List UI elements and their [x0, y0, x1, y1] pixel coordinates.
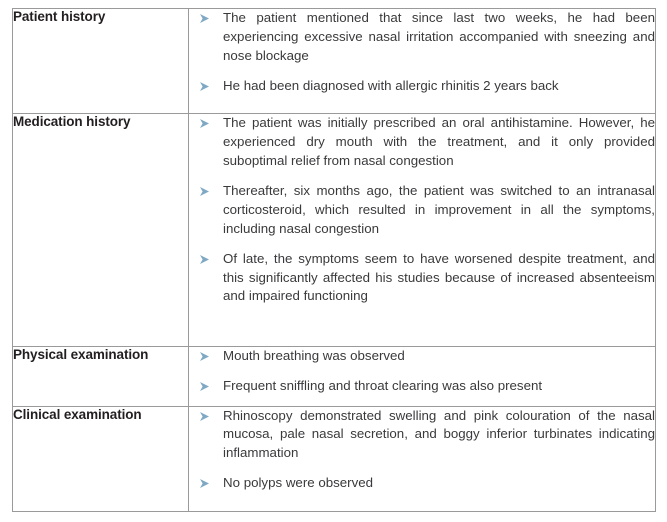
- table-row: [13, 114, 656, 346]
- arrow-bullet-icon: [199, 186, 210, 197]
- bullet-list: [189, 347, 655, 396]
- arrow-bullet-icon: [199, 13, 210, 24]
- row-label-cell-physical-examination: [13, 346, 189, 406]
- row-label: Patient history: [13, 9, 106, 24]
- row-label-cell-clinical-examination: [13, 406, 189, 511]
- list-item: [189, 9, 655, 66]
- row-label-cell-patient-history: [13, 9, 189, 114]
- bullet-list: [189, 407, 655, 494]
- table-body: [13, 9, 656, 512]
- row-label-cell-medication-history: [13, 114, 189, 346]
- table-row: [13, 406, 656, 511]
- row-content-cell-physical-examination: [189, 346, 656, 406]
- row-content-cell-medication-history: [189, 114, 656, 346]
- list-item-text: Frequent sniffling and throat clearing was also present: [223, 377, 543, 393]
- arrow-bullet-icon: [199, 351, 210, 362]
- list-item-text: Rhinoscopy demonstrated swelling and pink colouration of the nasal mucosa, pale nasal secretion, and boggy inferior turbinates indicating inflammation: [223, 407, 655, 461]
- arrow-bullet-icon: [199, 254, 210, 265]
- list-item: [189, 114, 655, 171]
- arrow-bullet-icon: [199, 118, 210, 129]
- list-item: [189, 474, 655, 493]
- list-item: [189, 250, 655, 307]
- row-label: Physical examination: [13, 346, 149, 362]
- list-item: [189, 347, 655, 366]
- list-item: [189, 77, 655, 96]
- bullet-list: [189, 9, 655, 96]
- bullet-list: [189, 114, 655, 306]
- list-item-text: Thereafter, six months ago, the patient was switched to an intranasal corticosteroid, which resulted in improvement in all the symptoms, including nasal congestion: [223, 183, 655, 236]
- arrow-bullet-icon: [199, 381, 210, 392]
- list-item: [189, 377, 655, 396]
- list-item: [189, 407, 655, 464]
- row-content-cell-patient-history: [189, 9, 656, 114]
- list-item-text: Of late, the symptoms seem to have worsened despite treatment, and this significantly affected his studies because of increased absenteeism and impaired functioning: [223, 250, 655, 304]
- patient-case-table: [12, 8, 656, 512]
- list-item-text: Mouth breathing was observed: [223, 347, 405, 363]
- arrow-bullet-icon: [199, 478, 210, 489]
- list-item-text: The patient was initially prescribed an oral antihistamine. However, he experienced dry mouth with the treatment, and it only provided suboptimal relief from nasal congestion: [223, 115, 655, 169]
- table-row: [13, 9, 656, 114]
- list-item-text: No polyps were observed: [223, 475, 374, 491]
- row-content-cell-clinical-examination: [189, 406, 656, 511]
- list-item-text: The patient mentioned that since last two weeks, he had been experiencing excessive nasal irritation accompanied with sneezing and nose blockage: [223, 10, 655, 63]
- row-label: Clinical examination: [13, 406, 142, 422]
- list-item-text: He had been diagnosed with allergic rhinitis 2 years back: [223, 77, 559, 93]
- table-row: [13, 346, 656, 406]
- row-label: Medication history: [13, 114, 131, 130]
- list-item: [189, 182, 655, 239]
- arrow-bullet-icon: [199, 411, 210, 422]
- arrow-bullet-icon: [199, 81, 210, 92]
